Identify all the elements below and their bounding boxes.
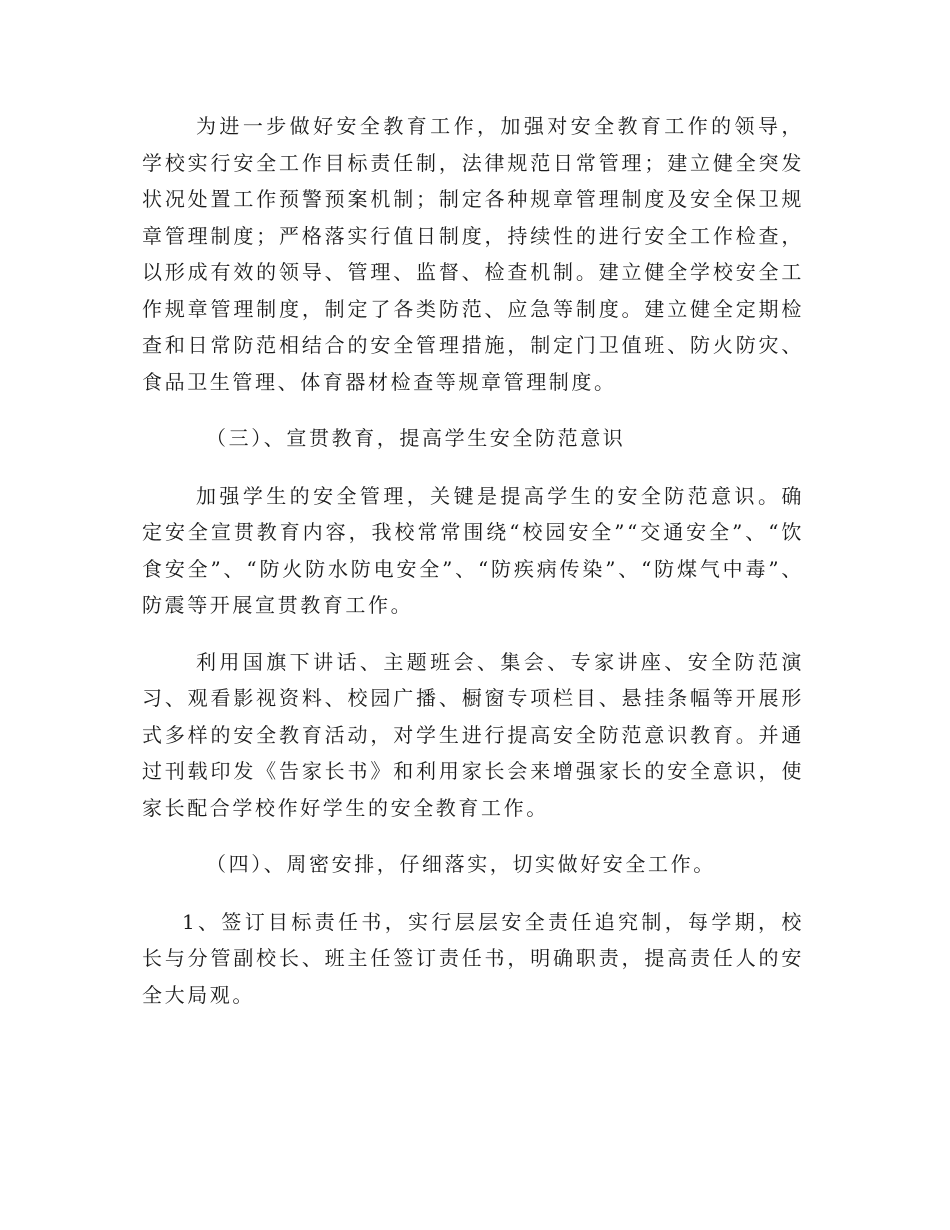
section-heading-3: （三）、宣贯教育，提高学生安全防范意识	[206, 426, 626, 450]
paragraph-safety-awareness: 加强学生的安全管理，关键是提高学生的安全防范意识。确定安全宣贯教育内容，我校常常围绕“校园安全”“交通安全”、“饮食安全”、“防火防水防电安全”、“防疾病传染”、“防煤气中毒”、防震等开展宣贯教育工作。	[142, 483, 804, 617]
document-body	[142, 108, 804, 1013]
section-heading-4: （四）、周密安排，仔细落实，切实做好安全工作。	[206, 852, 716, 876]
list-item-responsibility: 1、签订目标责任书，实行层层安全责任追究制，每学期，校长与分管副校长、班主任签订责任书，明确职责，提高责任人的安全大局观。	[142, 909, 804, 1007]
paragraph-education-activities: 利用国旗下讲话、主题班会、集会、专家讲座、安全防范演习、观看影视资料、校园广播、橱窗专项栏目、悬挂条幅等开展形式多样的安全教育活动，对学生进行提高安全防范意识教育。并通过刊载印发《告家长书》和利用家长会来增强家长的安全意识，使家长配合学校作好学生的安全教育工作。	[142, 649, 804, 820]
paragraph-safety-management-system: 为进一步做好安全教育工作，加强对安全教育工作的领导，学校实行安全工作目标责任制，法律规范日常管理；建立健全突发状况处置工作预警预案机制；制定各种规章管理制度及安全保卫规章管理制度；严格落实行值日制度，持续性的进行安全工作检查，以形成有效的领导、管理、监督、检查机制。建立健全学校安全工作规章管理制度，制定了各类防范、应急等制度。建立健全定期检查和日常防范相结合的安全管理措施，制定门卫值班、防火防灾、食品卫生管理、体育器材检查等规章管理制度。	[142, 114, 804, 394]
